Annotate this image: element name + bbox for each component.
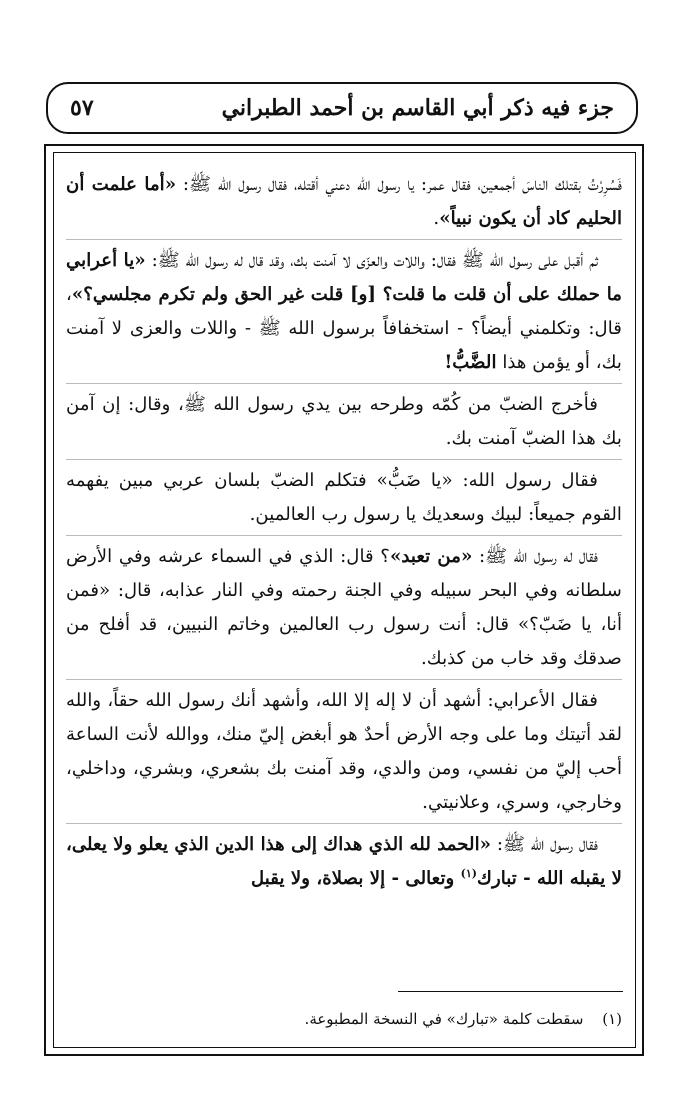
text-run: ، قال: وتكلمني أيضاً؟ - استخفافاً برسول الله ﷺ - واللات والعزى لا آمنت بك، أو يؤمن هذا [66,284,622,373]
paragraph-divider [66,535,622,536]
text-run: فقال له رسول الله ﷺ: [472,546,598,567]
footnote-separator [398,991,623,992]
text-run: فقال رسول الله: «يا ضَبُّ» فتكلم الضبّ بلسان عربي مبين يفهمه القوم جميعاً: لبيك وسعديك يا رسول رب العالمين. [66,470,622,525]
footnote-number: (١) [602,1010,622,1028]
text-run: الضَّبُّ! [444,352,497,373]
footnote [66,1008,622,1030]
paragraph [66,828,622,896]
text-run: «أما علمت أن الحليم كاد أن يكون نبياً» [66,174,622,229]
footnote-text: سقطت كلمة «تبارك» في النسخة المطبوعة. [304,1010,584,1028]
paragraph [66,540,622,676]
paragraph-divider [66,679,622,680]
paragraph-divider [66,239,622,240]
paragraph [66,684,622,820]
text-run: «من تعبد» [389,546,473,567]
text-run: «الحمد لله الذي هداك إلى هذا الدين الذي يعلو ولا يعلى، لا يقبله الله - تبارك [66,834,622,889]
footnote-marker: (١) [460,866,477,880]
text-run: ؟ قال: الذي في السماء عرشه وفي الأرض سلطانه وفي البحر سبيله وفي الجنة رحمته وفي النار عذابه، قال: «فمن أنا، يا ضَبّ؟» قال: أنت رسول رب العالمين وخاتم النبيين، قد أفلح من صدقك وقد خاب من كذبك. [66,546,622,669]
text-run: وتعالى - إلا بصلاة، ولا يقبل [251,868,461,889]
text-run: فأخرج الضبّ من كُمّه وطرحه بين يدي رسول الله ﷺ، وقال: إن آمن بك هذا الضبّ آمنت بك. [66,394,622,449]
text-run: فقال الأعرابي: أشهد أن لا إله إلا الله، وأشهد أنك رسول الله حقاً، والله لقد أتيتك وما على وجه الأرض أحدٌ هو أبغض إليّ منك، ووالله لأنت الساعة أحب إليّ من نفسي، ومن والدي، وقد آمنت بك بشعري، وبشري، وداخلي، وخارجي، وسري، وعلانيتي. [66,690,622,813]
paragraph [66,244,622,380]
paragraph [66,464,622,532]
text-run: «يا أعرابي ما حملك على أن قلت ما قلت؟ [و] قلت غير الحق ولم تكرم مجلسي؟» [66,250,622,305]
paragraph [66,168,622,236]
text-run: . [433,208,440,229]
text-run: فقال رسول الله ﷺ: [491,834,599,855]
text-run: ثم أقبل على رسول الله ﷺ فقال: واللات والعزّى لا آمنت بك، وقد قال له رسول الله ﷺ: [145,250,598,271]
page-number: ٥٧ [70,95,94,121]
paragraph-divider [66,459,622,460]
main-text [66,168,622,896]
text-run: فَسُرِرْتُ بقتلك الناسَ أجمعين، فقال عمر: يا رسول الله دعني أقتله، فقال رسول الله ﷺ: [176,174,622,195]
running-header [46,82,638,134]
paragraph-divider [66,823,622,824]
header-title: جزء فيه ذكر أبي القاسم بن أحمد الطبراني [221,95,614,121]
paragraph [66,388,622,456]
paragraph-divider [66,383,622,384]
